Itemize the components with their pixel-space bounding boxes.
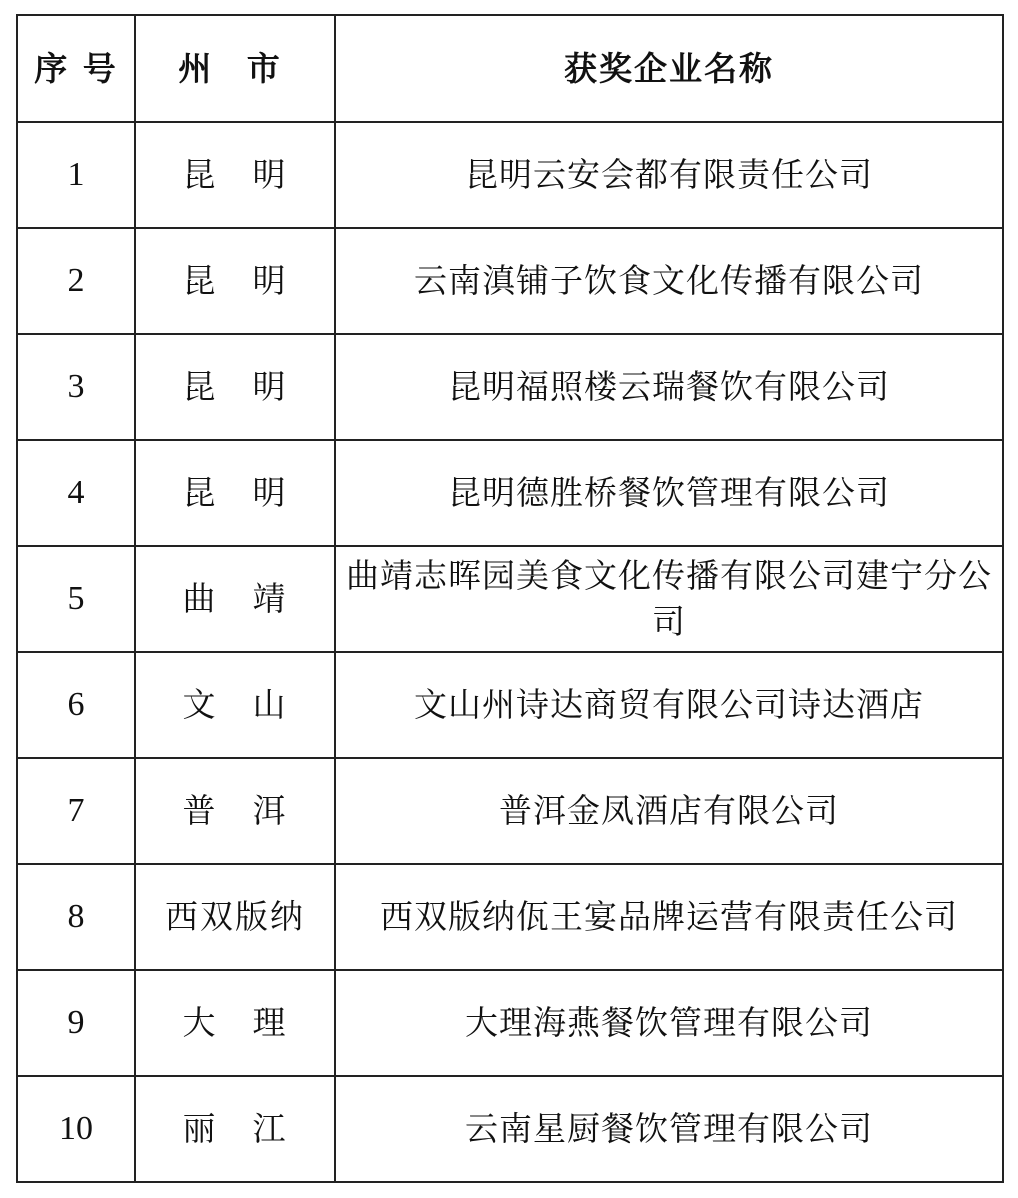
city-cell: 昆 明 xyxy=(135,228,335,334)
header-serial-number: 序 号 xyxy=(17,15,135,122)
company-name-cell: 云南星厨餐饮管理有限公司 xyxy=(335,1076,1003,1182)
city-cell: 丽 江 xyxy=(135,1076,335,1182)
serial-number-cell: 4 xyxy=(17,440,135,546)
table-row xyxy=(17,1076,1003,1182)
table-header-row xyxy=(17,15,1003,122)
header-city: 州 市 xyxy=(135,15,335,122)
serial-number-cell: 5 xyxy=(17,546,135,652)
company-name-cell: 文山州诗达商贸有限公司诗达酒店 xyxy=(335,652,1003,758)
company-name-cell: 昆明福照楼云瑞餐饮有限公司 xyxy=(335,334,1003,440)
table-row xyxy=(17,440,1003,546)
serial-number-cell: 3 xyxy=(17,334,135,440)
company-name-cell: 昆明云安会都有限责任公司 xyxy=(335,122,1003,228)
award-table-container xyxy=(16,14,1002,1183)
serial-number-cell: 6 xyxy=(17,652,135,758)
table-row xyxy=(17,652,1003,758)
city-cell: 曲 靖 xyxy=(135,546,335,652)
table-row xyxy=(17,864,1003,970)
city-cell: 文 山 xyxy=(135,652,335,758)
company-name-cell: 西双版纳佤王宴品牌运营有限责任公司 xyxy=(335,864,1003,970)
serial-number-cell: 8 xyxy=(17,864,135,970)
table-row xyxy=(17,334,1003,440)
serial-number-cell: 2 xyxy=(17,228,135,334)
table-row xyxy=(17,970,1003,1076)
serial-number-cell: 7 xyxy=(17,758,135,864)
table-row xyxy=(17,122,1003,228)
serial-number-cell: 9 xyxy=(17,970,135,1076)
serial-number-cell: 10 xyxy=(17,1076,135,1182)
city-cell: 普 洱 xyxy=(135,758,335,864)
city-cell: 大 理 xyxy=(135,970,335,1076)
table-row xyxy=(17,546,1003,652)
company-name-cell: 普洱金凤酒店有限公司 xyxy=(335,758,1003,864)
serial-number-cell: 1 xyxy=(17,122,135,228)
table-row xyxy=(17,228,1003,334)
award-companies-table xyxy=(16,14,1004,1183)
company-name-cell: 云南滇铺子饮食文化传播有限公司 xyxy=(335,228,1003,334)
header-company-name: 获奖企业名称 xyxy=(335,15,1003,122)
city-cell: 昆 明 xyxy=(135,122,335,228)
company-name-cell: 大理海燕餐饮管理有限公司 xyxy=(335,970,1003,1076)
company-name-cell: 昆明德胜桥餐饮管理有限公司 xyxy=(335,440,1003,546)
company-name-cell: 曲靖志晖园美食文化传播有限公司建宁分公司 xyxy=(335,546,1003,652)
city-cell: 昆 明 xyxy=(135,440,335,546)
city-cell: 西双版纳 xyxy=(135,864,335,970)
table-row xyxy=(17,758,1003,864)
city-cell: 昆 明 xyxy=(135,334,335,440)
